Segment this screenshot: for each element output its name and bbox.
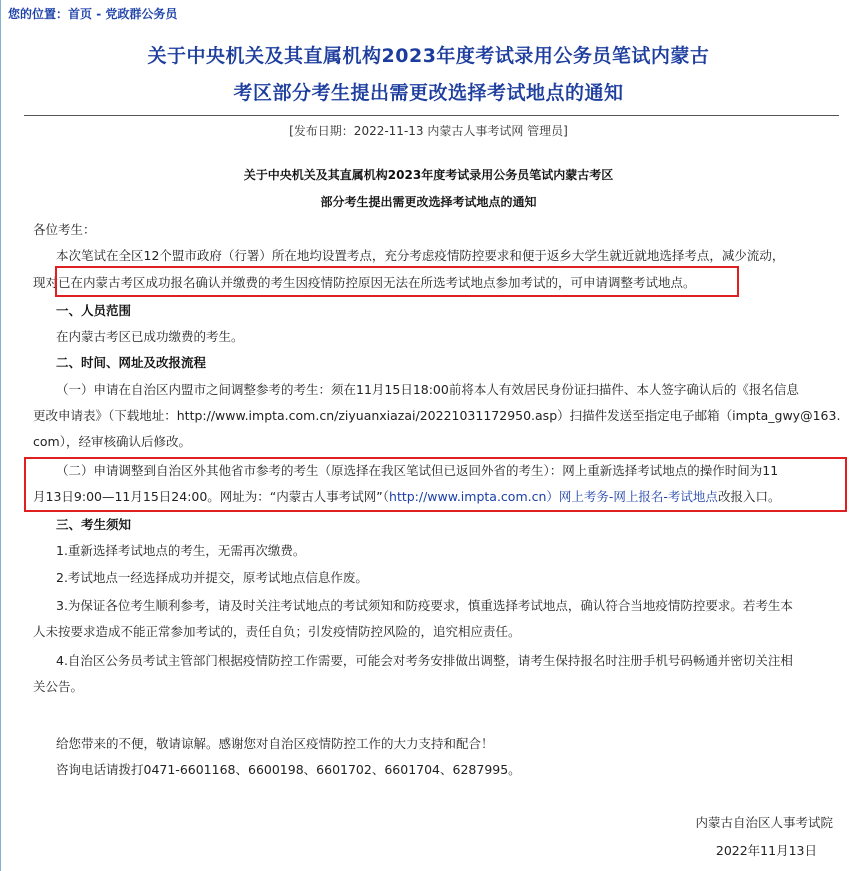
section1-heading: 一、人员范围 xyxy=(56,303,132,318)
section2-item2-text-a: 月13日9:00—11月15日24:00。网址为：“内蒙古人事考试网”（ xyxy=(33,489,390,504)
section3-item3-line1: 3.为保证各位考生顺利参考，请及时关注考试地点的考试须知和防疫要求，慎重选择考试地点，确认符合当地疫情防控要求。若考生本 xyxy=(56,598,793,613)
section2-item2-line1: （二）申请调整到自治区外其他省市参考的考生（原选择在我区笔试但已返回外省的考生）：网上重新选择考试地点的操作时间为11 xyxy=(56,463,779,478)
title-divider xyxy=(24,115,839,116)
breadcrumb xyxy=(8,5,177,22)
page-title-line1: 关于中央机关及其直属机构2023年度考试录用公务员笔试内蒙古 xyxy=(147,45,710,67)
section3-item1: 1.重新选择考试地点的考生，无需再次缴费。 xyxy=(56,543,306,558)
breadcrumb-home-link[interactable]: 首页 xyxy=(68,7,93,21)
notice-subtitle-line1: 关于中央机关及其直属机构2023年度考试录用公务员笔试内蒙古考区 xyxy=(243,168,614,182)
closing-text: 给您带来的不便，敬请谅解。感谢您对自治区疫情防控工作的大力支持和配合！ xyxy=(56,736,494,751)
section3-item3-line2: 人未按要求造成不能正常参加考试的，责任自负；引发疫情防控风险的，追究相应责任。 xyxy=(33,624,521,639)
notice-subtitle-line2: 部分考生提出需更改选择考试地点的通知 xyxy=(320,195,537,209)
section3-item2: 2.考试地点一经选择成功并提交，原考试地点信息作废。 xyxy=(56,570,368,585)
impta-url-link[interactable]: http://www.impta.com.cn xyxy=(389,489,547,504)
section2-heading: 二、时间、网址及改报流程 xyxy=(56,355,207,370)
intro-line1: 本次笔试在全区12个盟市政府（行署）所在地均设置考点，充分考虑疫情防控要求和便于返乡大学生就近就地选择考点，减少流动， xyxy=(56,248,785,263)
breadcrumb-section-link[interactable]: 党政群公务员 xyxy=(105,7,178,21)
signature: 内蒙古自治区人事考试院 xyxy=(695,815,833,830)
section2-item2-text-c: 改报入口。 xyxy=(717,489,781,504)
section2-item2-text-b: ） xyxy=(546,489,559,504)
intro-prefix: 现对 xyxy=(33,275,59,290)
section3-item4-line2: 关公告。 xyxy=(33,679,84,694)
signature-date: 2022年11月13日 xyxy=(715,843,817,858)
section2-item1-line1: （一）申请在自治区内盟市之间调整参考的考生：须在11月15日18:00前将本人有效居民身份证扫描件、本人签字确认后的《报名信息 xyxy=(56,382,799,397)
section3-item4-line1: 4.自治区公务员考试主管部门根据疫情防控工作需要，可能会对考务安排做出调整，请考生保持报名时注册手机号码畅通并密切关注相 xyxy=(56,653,793,668)
intro-highlight-text: 已在内蒙古考区成功报名确认并缴费的考生因疫情防控原因无法在所选考试地点参加考试的，可申请调整考试地点。 xyxy=(58,275,696,290)
publish-info: [发布日期：2022-11-13 内蒙古人事考试网 管理员] xyxy=(289,124,568,138)
section2-item2-line2 xyxy=(33,489,780,505)
breadcrumb-label: 您的位置： xyxy=(8,7,69,21)
contact-phone: 咨询电话请拨打0471-6601168、6600198、6601702、6601704、6287995。 xyxy=(56,762,521,777)
exam-location-path-link[interactable]: 网上考务-网上报名-考试地点 xyxy=(558,489,718,504)
section2-item1-line2: 更改申请表》（下载地址：http://www.impta.com.cn/ziyuanxiazai/20221031172950.asp）扫描件发送至指定电子邮箱（impta_gwy@163. xyxy=(33,408,841,423)
page-title-line2: 考区部分考生提出需更改选择考试地点的通知 xyxy=(233,82,624,104)
section3-heading: 三、考生须知 xyxy=(56,517,132,532)
greeting: 各位考生： xyxy=(33,222,96,237)
section1-text: 在内蒙古考区已成功缴费的考生。 xyxy=(56,329,244,344)
highlight-box-intro xyxy=(55,266,739,297)
breadcrumb-separator: - xyxy=(92,7,106,21)
section2-item1-line3: com），经审核确认后修改。 xyxy=(33,434,191,449)
